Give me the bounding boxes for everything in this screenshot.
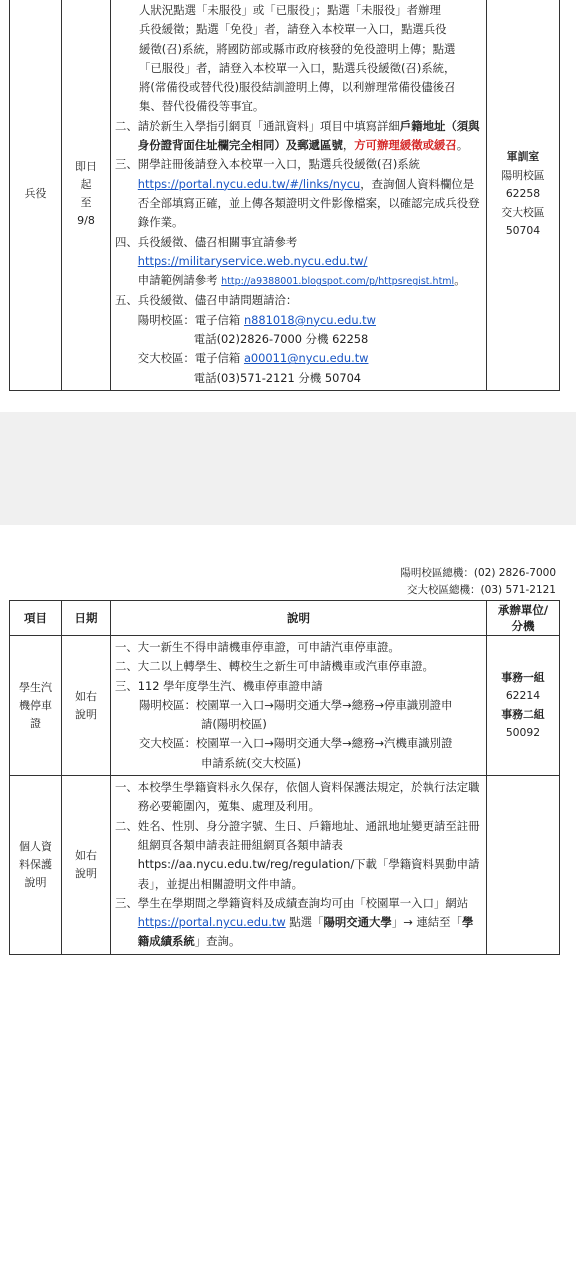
military-service-link[interactable]: https://militaryservice.web.nycu.edu.tw/ <box>137 253 368 268</box>
contact-cell <box>487 776 560 955</box>
yangming-switchboard: 陽明校區總機：(02) 2826-7000 <box>400 567 556 579</box>
jiaoda-switchboard: 交大校區總機：(03) 571-2121 <box>407 584 556 596</box>
page-1 <box>0 0 576 412</box>
date-cell: 即日 起 至 9/8 <box>62 0 111 390</box>
page-gap <box>0 412 576 525</box>
contact-cell: 軍訓室 陽明校區 62258 交大校區 50704 <box>487 0 560 390</box>
military-service-table <box>9 0 560 391</box>
list-item: 三、 學生在學期間之學籍資料及成績查詢均可由「校園單一入口」網站https://portal.nycu.edu.tw 點選「陽明交通大學」→ 連結至「學籍成績系統」查詢。 <box>115 895 474 949</box>
list-item: 一、 本校學生學籍資料永久保存，依個人資料保護法規定，於執行法定職務必要範圍內，蒐集、處理及利用。 <box>115 780 480 814</box>
page-2 <box>0 525 576 1280</box>
list-item: 二、 姓名、性別、身分證字號、生日、戶籍地址、通訊地址變更請至註冊組網頁各類申請表註冊組網頁各類申請表 https://aa.nycu.edu.tw/reg/regulation/下載「學籍資料異動申請表」，並提出相關證明文件申請。 <box>115 818 480 891</box>
portal-link[interactable]: https://portal.nycu.edu.tw <box>137 915 286 930</box>
description-cell <box>111 776 487 955</box>
registration-info-table <box>9 600 560 955</box>
jiaoda-email-link[interactable]: a00011@nycu.edu.tw <box>243 351 369 366</box>
list-item: 三、 開學註冊後請登入本校單一入口，點選兵役緩徵(召)系統 https://portal.nycu.edu.tw/#/links/nycu，查詢個人資料欄位是否全部填寫正確，並上傳各類證明文件影像檔案，以確認完成兵役登錄作業。 <box>115 157 480 230</box>
header-item: 項目 <box>10 601 62 636</box>
header-date: 日期 <box>62 601 111 636</box>
table-row <box>10 776 560 955</box>
description-cell <box>111 0 487 390</box>
yangming-email-link[interactable]: n881018@nycu.edu.tw <box>243 312 376 327</box>
example-link[interactable]: http://a9388001.blogspot.com/p/httpsregist.html <box>221 276 455 288</box>
description-cell: 一、大一新生不得申請機車停車證，可申請汽車停車證。 二、大二以上轉學生、轉校生之新生可申請機車或汽車停車證。 三、112 學年度學生汽、機車停車證申請 陽明校區：校園單一入口→陽明交通大學→總務→停車識別證申 請(陽明校區) 交大校區：校園單一入口→陽明交通大學→總務→汽機車識別證 申請系統(交大校區) <box>111 636 487 776</box>
portal-link[interactable]: https://portal.nycu.edu.tw/#/links/nycu <box>137 176 361 191</box>
item-cell: 個人資 料保護 說明 <box>10 776 62 955</box>
table-row <box>10 636 560 776</box>
contact-cell: 事務一組 62214 事務二組 50092 <box>487 636 560 776</box>
description-lines: 人狀況點選「未服役」或「已服役」；點選「未服役」者辦理 兵役緩徵；點選「免役」者，請登入本校單一入口，點選兵役 緩徵(召)系統，將國防部或縣市政府核發的免役證明上傳；點選 「已服役」者，請登入本校單一入口，點選兵役緩徵(召)系統， 將(常備役或替代役)服役結訓證明上傳，以利辦理常備役儘後召 集、替代役備役等事宜。 <box>139 3 456 114</box>
item-cell: 兵役 <box>10 0 62 390</box>
table-header-row <box>10 601 560 636</box>
date-cell: 如右 說明 <box>62 636 111 776</box>
list-item: 五、 兵役緩徵、儘召申請問題請洽： 陽明校區：電子信箱 n881018@nycu.edu.tw 電話(02)2826-7000 分機 62258 交大校區：電子信箱 a00011@nycu.edu.tw 電話(03)571-2121 分機 50704 <box>115 293 376 385</box>
list-item: 二、 請於新生入學指引網頁「通訊資料」項目中填寫詳細戶籍地址（須與身份證背面住址欄完全相同）及郵遞區號，方可辦理緩徵或緩召。 <box>115 118 480 153</box>
header-description: 說明 <box>111 601 487 636</box>
item-cell: 學生汽 機停車 證 <box>10 636 62 776</box>
list-item: 四、 兵役緩徵、儘召相關事宜請參考 https://militaryservice.web.nycu.edu.tw/ 申請範例請參考 http://a9388001.blogspot.com/p/httpsregist.html。 <box>115 234 466 288</box>
header-unit: 承辦單位/ 分機 <box>487 601 560 636</box>
date-cell: 如右 說明 <box>62 776 111 955</box>
